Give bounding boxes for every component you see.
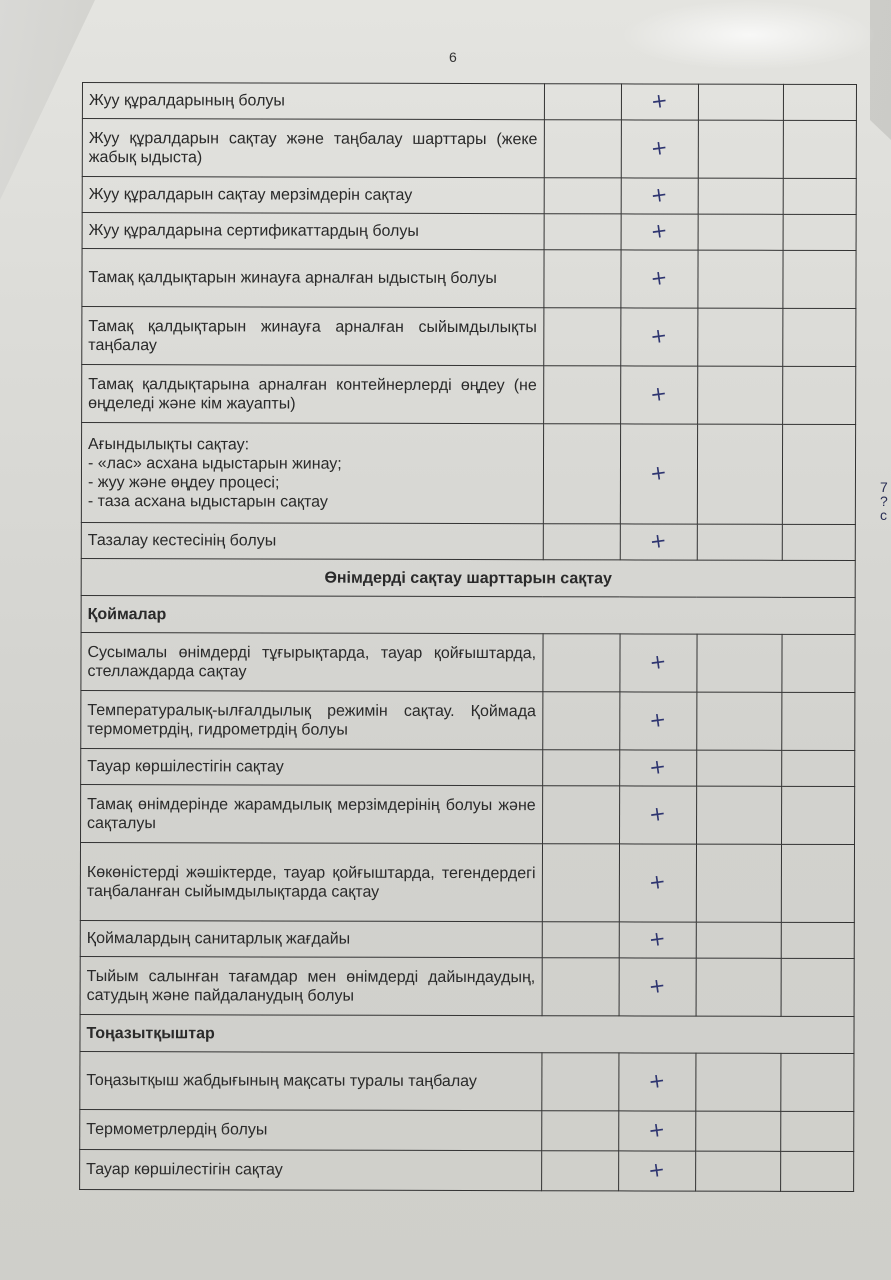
column-c-cell[interactable] bbox=[698, 84, 783, 120]
column-c-cell[interactable] bbox=[696, 922, 781, 958]
column-d-cell[interactable] bbox=[783, 250, 856, 308]
column-d-cell[interactable] bbox=[781, 922, 854, 958]
column-a-cell[interactable] bbox=[542, 692, 619, 750]
column-d-cell[interactable] bbox=[781, 958, 854, 1016]
handwritten-plus-mark: + bbox=[647, 800, 668, 827]
table-row bbox=[80, 920, 854, 958]
table-row bbox=[81, 748, 855, 786]
mark-cell[interactable] bbox=[621, 250, 698, 308]
criterion-cell: Сусымалы өнімдерді тұғырықтарда, тауар қойғыштарда, стеллаждарда сақтау bbox=[81, 632, 543, 691]
handwritten-plus-mark: + bbox=[647, 972, 668, 999]
column-d-cell[interactable] bbox=[782, 366, 855, 424]
handwritten-plus-mark: + bbox=[648, 648, 669, 675]
table-row bbox=[80, 956, 854, 1016]
criterion-cell: Термометрлердің болуы bbox=[80, 1109, 542, 1150]
mark-cell[interactable] bbox=[618, 1151, 695, 1191]
table-row bbox=[80, 1051, 854, 1111]
handwritten-plus-mark: + bbox=[646, 1116, 667, 1143]
mark-cell[interactable] bbox=[621, 84, 698, 120]
column-a-cell[interactable] bbox=[543, 366, 620, 424]
handwritten-plus-mark: + bbox=[649, 264, 670, 291]
subsection-title: Тоңазытқыштар bbox=[80, 1014, 854, 1053]
mark-cell[interactable] bbox=[620, 634, 697, 692]
handwritten-plus-mark: + bbox=[649, 134, 670, 161]
column-a-cell[interactable] bbox=[544, 84, 621, 120]
table-row bbox=[82, 249, 856, 309]
handwritten-plus-mark: + bbox=[648, 380, 669, 407]
handwritten-plus-mark: + bbox=[647, 925, 668, 952]
subsection-title: Қоймалар bbox=[81, 595, 855, 634]
column-d-cell[interactable] bbox=[781, 844, 854, 922]
criterion-cell: Тауар көршілестігін сақтау bbox=[81, 748, 543, 785]
criterion-line: - «лас» асхана ыдыстарын жинау; bbox=[87, 454, 342, 473]
column-a-cell[interactable] bbox=[542, 844, 619, 922]
handwritten-plus-mark: + bbox=[649, 322, 669, 349]
mark-cell[interactable] bbox=[619, 922, 696, 958]
table-row bbox=[82, 213, 856, 251]
criterion-cell: Жуу құралдарының болуы bbox=[82, 83, 544, 120]
column-d-cell[interactable] bbox=[782, 692, 855, 750]
criterion-cell: Температуралық-ылғалдылық режимін сақтау. Қоймада термометрдің, гидрометрдің болуы bbox=[81, 690, 543, 749]
column-c-cell[interactable] bbox=[696, 750, 781, 786]
column-a-cell[interactable] bbox=[541, 1151, 618, 1191]
handwritten-plus-mark: + bbox=[649, 87, 670, 114]
table-row bbox=[80, 1149, 854, 1191]
checklist-table bbox=[79, 82, 857, 1192]
mark-cell[interactable] bbox=[620, 424, 697, 524]
table-row bbox=[82, 119, 856, 179]
table-row bbox=[81, 784, 855, 844]
column-d-cell[interactable] bbox=[781, 1111, 854, 1151]
criterion-cell: Тамақ қалдықтарын жинауға арналған ыдыстың болуы bbox=[82, 249, 544, 308]
criterion-cell: Тамақ қалдықтарына арналған контейнерлерді өңдеу (не өңделеді және кім жауапты) bbox=[82, 365, 544, 424]
criterion-cell: Тауар көршілестігін сақтау bbox=[80, 1149, 542, 1190]
criterion-cell: Тамақ өнімдерінде жарамдылық мерзімдерінің болуы және сақталуы bbox=[81, 784, 543, 843]
handwritten-plus-mark: + bbox=[648, 527, 669, 554]
column-c-cell[interactable] bbox=[697, 366, 782, 424]
column-d-cell[interactable] bbox=[782, 524, 855, 560]
column-a-cell[interactable] bbox=[544, 178, 621, 214]
handwritten-plus-mark: + bbox=[648, 459, 669, 486]
column-d-cell[interactable] bbox=[780, 1151, 853, 1191]
column-d-cell[interactable] bbox=[781, 1053, 854, 1111]
mark-cell[interactable] bbox=[621, 214, 698, 250]
column-c-cell[interactable] bbox=[697, 524, 782, 560]
criterion-cell: Тоңазытқыш жабдығының мақсаты туралы таңбалау bbox=[80, 1051, 542, 1110]
column-c-cell[interactable] bbox=[698, 250, 783, 308]
column-a-cell[interactable] bbox=[542, 786, 619, 844]
light-glare bbox=[620, 0, 880, 70]
criterion-cell: Көкөністерді жәшіктерде, тауар қойғыштарда, тегендердегі таңбаланған сыйымдылықтарда сақтау bbox=[80, 842, 542, 921]
criterion-cell: Тазалау кестесінің болуы bbox=[81, 522, 543, 559]
criterion-cell bbox=[81, 423, 543, 524]
table-row bbox=[82, 83, 856, 121]
mark-cell[interactable] bbox=[618, 1053, 695, 1111]
mark-cell[interactable] bbox=[621, 178, 698, 214]
mark-cell[interactable] bbox=[619, 692, 696, 750]
section-header-row bbox=[81, 558, 855, 597]
column-d-cell[interactable] bbox=[782, 634, 855, 692]
page-number: 6 bbox=[449, 49, 457, 65]
column-d-cell[interactable] bbox=[783, 214, 856, 250]
column-a-cell[interactable] bbox=[544, 120, 621, 178]
column-a-cell[interactable] bbox=[543, 308, 620, 366]
column-d-cell[interactable] bbox=[782, 750, 855, 786]
mark-cell[interactable] bbox=[620, 366, 697, 424]
column-a-cell[interactable] bbox=[542, 750, 619, 786]
column-a-cell[interactable] bbox=[543, 524, 620, 560]
mark-cell[interactable] bbox=[618, 1111, 695, 1151]
column-c-cell[interactable] bbox=[695, 1111, 780, 1151]
criterion-cell: Қоймалардың санитарлық жағдайы bbox=[80, 920, 542, 957]
handwritten-plus-mark: + bbox=[647, 753, 668, 780]
column-a-cell[interactable] bbox=[542, 634, 619, 692]
section-title: Өнімдерді сақтау шарттарын сақтау bbox=[81, 558, 855, 597]
column-c-cell[interactable] bbox=[698, 178, 783, 214]
table-row bbox=[82, 365, 856, 425]
column-a-cell[interactable] bbox=[542, 958, 619, 1016]
column-c-cell[interactable] bbox=[696, 958, 781, 1016]
column-c-cell[interactable] bbox=[698, 214, 783, 250]
mark-cell[interactable] bbox=[620, 524, 697, 560]
column-c-cell[interactable] bbox=[697, 692, 782, 750]
criterion-line: Ағындылықты сақтау: bbox=[88, 435, 250, 453]
column-d-cell[interactable] bbox=[781, 786, 854, 844]
column-a-cell[interactable] bbox=[544, 250, 621, 308]
column-d-cell[interactable] bbox=[783, 308, 856, 366]
column-a-cell[interactable] bbox=[542, 922, 619, 958]
handwritten-plus-mark: + bbox=[647, 1067, 667, 1094]
column-c-cell[interactable] bbox=[697, 634, 782, 692]
column-c-cell[interactable] bbox=[696, 786, 781, 844]
criterion-cell: Жуу құралдарын сақтау мерзімдерін сақтау bbox=[82, 177, 544, 214]
mark-cell[interactable] bbox=[619, 844, 696, 922]
mark-cell[interactable] bbox=[620, 308, 697, 366]
column-c-cell[interactable] bbox=[697, 424, 782, 524]
handwritten-plus-mark: + bbox=[647, 868, 668, 895]
mark-cell[interactable] bbox=[621, 120, 698, 178]
table-row bbox=[81, 632, 855, 692]
criterion-cell: Жуу құралдарына сертификаттардың болуы bbox=[82, 213, 544, 250]
column-c-cell[interactable] bbox=[696, 1053, 781, 1111]
column-a-cell[interactable] bbox=[544, 214, 621, 250]
table-row bbox=[81, 522, 855, 560]
mark-cell[interactable] bbox=[619, 750, 696, 786]
column-d-cell[interactable] bbox=[783, 84, 856, 120]
table-row bbox=[81, 690, 855, 750]
column-a-cell[interactable] bbox=[543, 424, 620, 524]
mark-cell[interactable] bbox=[619, 958, 696, 1016]
handwritten-plus-mark: + bbox=[649, 181, 670, 208]
table-row bbox=[82, 307, 856, 367]
table-row bbox=[82, 177, 856, 215]
column-c-cell[interactable] bbox=[698, 120, 783, 178]
criterion-line: - таза асхана ыдыстарын сақтау bbox=[87, 492, 328, 511]
criterion-cell: Жуу құралдарын сақтау және таңбалау шарттары (жеке жабық ыдыста) bbox=[82, 119, 544, 178]
subsection-header-row bbox=[80, 1014, 854, 1053]
handwritten-plus-mark: + bbox=[649, 217, 670, 244]
column-d-cell[interactable] bbox=[782, 424, 855, 524]
handwritten-plus-mark: + bbox=[646, 1156, 667, 1183]
edge-handwriting: 7 ? с bbox=[880, 479, 888, 523]
column-c-cell[interactable] bbox=[695, 1151, 780, 1191]
mark-cell[interactable] bbox=[619, 786, 696, 844]
table-row bbox=[81, 423, 855, 525]
subsection-header-row bbox=[81, 595, 855, 634]
criterion-line: - жуу және өңдеу процесі; bbox=[87, 473, 280, 492]
column-d-cell[interactable] bbox=[783, 120, 856, 178]
criterion-cell: Тыйым салынған тағамдар мен өнімдерді дайындаудың, сатудың және пайдаланудың болуы bbox=[80, 956, 542, 1015]
column-a-cell[interactable] bbox=[541, 1111, 618, 1151]
criterion-cell: Тамақ қалдықтарын жинауға арналған сыйымдылықты таңбалау bbox=[82, 307, 544, 366]
column-a-cell[interactable] bbox=[541, 1053, 618, 1111]
table-row bbox=[80, 842, 854, 922]
table-row bbox=[80, 1109, 854, 1151]
column-c-cell[interactable] bbox=[696, 844, 781, 922]
column-d-cell[interactable] bbox=[783, 178, 856, 214]
column-c-cell[interactable] bbox=[698, 308, 783, 366]
handwritten-plus-mark: + bbox=[648, 706, 668, 733]
